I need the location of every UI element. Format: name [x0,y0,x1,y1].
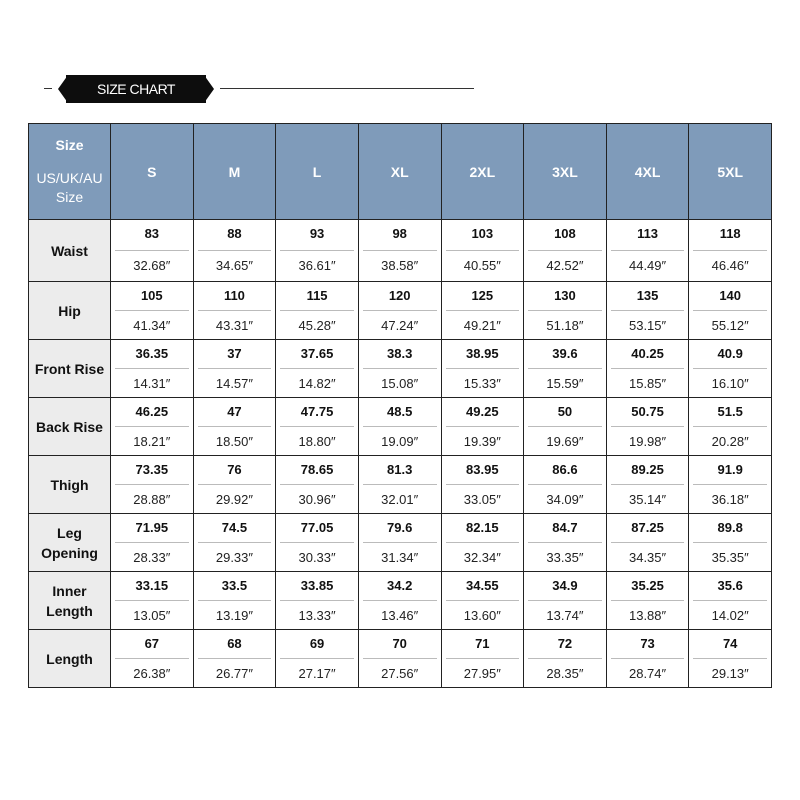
cm-value: 125 [446,282,520,311]
cm-value: 33.5 [198,572,272,601]
measurement-cell [276,340,359,398]
cm-value: 84.7 [528,514,602,543]
cm-value: 74.5 [198,514,272,543]
cm-value: 50.75 [611,398,685,427]
measurement-cell [111,456,194,514]
cm-value: 49.25 [446,398,520,427]
inch-value: 40.55″ [463,258,501,273]
measurement-cell [358,220,441,282]
inch-value: 29.13″ [711,666,749,681]
inch-value: 36.61″ [298,258,336,273]
inch-value: 27.56″ [381,666,419,681]
inch-value: 31.34″ [381,550,419,565]
cm-value: 50 [528,398,602,427]
inch-value: 20.28″ [711,434,749,449]
banner-rule [220,88,474,89]
inch-value: 29.92″ [215,492,253,507]
cm-value: 47 [198,398,272,427]
inch-value: 41.34″ [133,318,171,333]
inch-value: 19.69″ [546,434,584,449]
measurement-cell [606,340,689,398]
header-size-label: Size [55,136,84,153]
measurement-cell [689,514,772,572]
measurement-cell [358,630,441,688]
measurement-cell [524,572,607,630]
measurement-cell [193,514,276,572]
cm-value: 40.9 [693,340,767,369]
inch-value: 32.68″ [133,258,171,273]
measurement-cell [276,572,359,630]
inch-value: 28.88″ [133,492,171,507]
inch-value: 26.77″ [215,666,253,681]
header-label-cell [29,124,111,220]
cm-value: 48.5 [363,398,437,427]
measurement-cell [524,340,607,398]
cm-value: 130 [528,282,602,311]
cm-value: 73.35 [115,456,189,485]
measurement-cell [193,282,276,340]
row-label: Thigh [29,456,111,514]
page-title: SIZE CHART [66,75,206,103]
measurement-cell [193,398,276,456]
cm-value: 105 [115,282,189,311]
inch-value: 13.46″ [381,608,419,623]
inch-value: 49.21″ [463,318,501,333]
cm-value: 77.05 [280,514,354,543]
inch-value: 13.88″ [628,608,667,623]
cm-value: 120 [363,282,437,311]
cm-value: 140 [693,282,767,311]
ribbon-tail-right [204,75,214,103]
inch-value: 34.35″ [628,550,667,565]
cm-value: 67 [115,630,189,659]
inch-value: 15.33″ [463,376,501,391]
cm-value: 40.25 [611,340,685,369]
inch-value: 19.98″ [628,434,667,449]
inch-value: 55.12″ [711,318,749,333]
measurement-cell [524,630,607,688]
measurement-cell [358,398,441,456]
inch-value: 33.05″ [463,492,501,507]
measurement-cell [524,514,607,572]
banner-dash [44,88,52,89]
inch-value: 13.33″ [298,608,336,623]
cm-value: 36.35 [115,340,189,369]
inch-value: 15.85″ [628,376,667,391]
cm-value: 35.25 [611,572,685,601]
inch-value: 19.09″ [381,434,419,449]
cm-value: 113 [611,220,685,251]
inch-value: 27.17″ [298,666,336,681]
title-ribbon [58,72,214,106]
inch-value: 28.74″ [628,666,667,681]
cm-value: 70 [363,630,437,659]
inch-value: 46.46″ [711,258,749,273]
size-col-header: L [276,124,359,220]
inch-value: 14.31″ [133,376,171,391]
size-col-header: XL [358,124,441,220]
inch-value: 45.28″ [298,318,336,333]
cm-value: 93 [280,220,354,251]
measurement-cell [441,282,524,340]
measurement-cell [606,514,689,572]
cm-value: 46.25 [115,398,189,427]
inch-value: 14.82″ [298,376,336,391]
measurement-cell [441,514,524,572]
header-region-line1: US/UK/AU [36,169,103,186]
inch-value: 34.09″ [546,492,584,507]
inch-value: 53.15″ [628,318,667,333]
inch-value: 43.31″ [215,318,253,333]
cm-value: 47.75 [280,398,354,427]
cm-value: 91.9 [693,456,767,485]
measurement-cell [689,220,772,282]
measurement-cell [276,220,359,282]
cm-value: 72 [528,630,602,659]
measurement-cell [358,282,441,340]
row-label: Waist [29,220,111,282]
measurement-cell [689,572,772,630]
measurement-cell [358,514,441,572]
cm-value: 118 [693,220,767,251]
cm-value: 71.95 [115,514,189,543]
measurement-cell [606,456,689,514]
cm-value: 110 [198,282,272,311]
inch-value: 28.33″ [133,550,171,565]
measurement-cell [358,340,441,398]
measurement-cell [606,220,689,282]
measurement-cell [276,398,359,456]
table-row [29,630,772,688]
inch-value: 13.74″ [546,608,584,623]
inch-value: 18.21″ [133,434,171,449]
cm-value: 33.15 [115,572,189,601]
cm-value: 33.85 [280,572,354,601]
cm-value: 71 [446,630,520,659]
size-col-header: S [111,124,194,220]
measurement-cell [111,282,194,340]
inch-value: 38.58″ [381,258,419,273]
cm-value: 89.25 [611,456,685,485]
inch-value: 27.95″ [463,666,501,681]
table-row [29,220,772,282]
measurement-cell [606,398,689,456]
measurement-cell [441,340,524,398]
measurement-cell [606,282,689,340]
cm-value: 38.3 [363,340,437,369]
measurement-cell [358,456,441,514]
cm-value: 83.95 [446,456,520,485]
inch-value: 15.59″ [546,376,584,391]
header-row [29,124,772,220]
cm-value: 34.55 [446,572,520,601]
cm-value: 37.65 [280,340,354,369]
inch-value: 13.05″ [133,608,171,623]
row-label: Front Rise [29,340,111,398]
inch-value: 42.52″ [546,258,584,273]
inch-value: 30.96″ [298,492,336,507]
size-table [28,123,772,688]
cm-value: 86.6 [528,456,602,485]
measurement-cell [524,456,607,514]
cm-value: 81.3 [363,456,437,485]
table-row [29,398,772,456]
inch-value: 32.01″ [381,492,419,507]
cm-value: 135 [611,282,685,311]
size-col-header: 5XL [689,124,772,220]
measurement-cell [441,630,524,688]
measurement-cell [193,456,276,514]
table-row [29,572,772,630]
header-region-label [29,169,110,207]
inch-value: 13.19″ [215,608,253,623]
measurement-cell [276,514,359,572]
cm-value: 76 [198,456,272,485]
inch-value: 14.57″ [215,376,253,391]
measurement-cell [441,456,524,514]
measurement-cell [111,572,194,630]
header-region-line2: Size [55,188,84,205]
measurement-cell [606,630,689,688]
measurement-cell [276,282,359,340]
cm-value: 103 [446,220,520,251]
cm-value: 87.25 [611,514,685,543]
table-row [29,456,772,514]
cm-value: 78.65 [280,456,354,485]
cm-value: 37 [198,340,272,369]
measurement-cell [193,220,276,282]
measurement-cell [111,398,194,456]
measurement-cell [193,630,276,688]
measurement-cell [441,220,524,282]
inch-value: 35.35″ [711,550,749,565]
size-col-header: 3XL [524,124,607,220]
measurement-cell [111,630,194,688]
cm-value: 51.5 [693,398,767,427]
cm-value: 34.2 [363,572,437,601]
cm-value: 115 [280,282,354,311]
measurement-cell [111,340,194,398]
measurement-cell [441,572,524,630]
cm-value: 38.95 [446,340,520,369]
cm-value: 73 [611,630,685,659]
inch-value: 35.14″ [628,492,667,507]
size-col-header: M [193,124,276,220]
cm-value: 108 [528,220,602,251]
measurement-cell [689,398,772,456]
measurement-cell [689,456,772,514]
inch-value: 16.10″ [711,376,749,391]
inch-value: 19.39″ [463,434,501,449]
cm-value: 68 [198,630,272,659]
inch-value: 13.60″ [463,608,501,623]
size-col-header: 4XL [606,124,689,220]
inch-value: 44.49″ [628,258,667,273]
inch-value: 26.38″ [133,666,171,681]
inch-value: 29.33″ [215,550,253,565]
inch-value: 33.35″ [546,550,584,565]
row-label: Back Rise [29,398,111,456]
measurement-cell [111,514,194,572]
cm-value: 74 [693,630,767,659]
cm-value: 79.6 [363,514,437,543]
table-body [29,220,772,688]
measurement-cell [441,398,524,456]
inch-value: 28.35″ [546,666,584,681]
inch-value: 32.34″ [463,550,501,565]
row-label: Inner Length [29,572,111,630]
inch-value: 51.18″ [546,318,584,333]
measurement-cell [606,572,689,630]
cm-value: 34.9 [528,572,602,601]
size-col-header: 2XL [441,124,524,220]
row-label: Hip [29,282,111,340]
table-row [29,514,772,572]
inch-value: 30.33″ [298,550,336,565]
inch-value: 47.24″ [381,318,419,333]
table-row [29,340,772,398]
measurement-cell [276,630,359,688]
table-row [29,282,772,340]
row-label: Leg Opening [29,514,111,572]
measurement-cell [524,220,607,282]
measurement-cell [689,340,772,398]
measurement-cell [193,340,276,398]
inch-value: 14.02″ [711,608,749,623]
inch-value: 18.50″ [215,434,253,449]
cm-value: 88 [198,220,272,251]
cm-value: 35.6 [693,572,767,601]
measurement-cell [524,282,607,340]
cm-value: 82.15 [446,514,520,543]
measurement-cell [524,398,607,456]
cm-value: 83 [115,220,189,251]
measurement-cell [111,220,194,282]
measurement-cell [358,572,441,630]
measurement-cell [689,630,772,688]
cm-value: 69 [280,630,354,659]
inch-value: 15.08″ [381,376,419,391]
measurement-cell [193,572,276,630]
cm-value: 98 [363,220,437,251]
row-label: Length [29,630,111,688]
inch-value: 18.80″ [298,434,336,449]
inch-value: 34.65″ [215,258,253,273]
measurement-cell [276,456,359,514]
inch-value: 36.18″ [711,492,749,507]
cm-value: 39.6 [528,340,602,369]
cm-value: 89.8 [693,514,767,543]
measurement-cell [689,282,772,340]
size-chart-banner [0,60,800,120]
